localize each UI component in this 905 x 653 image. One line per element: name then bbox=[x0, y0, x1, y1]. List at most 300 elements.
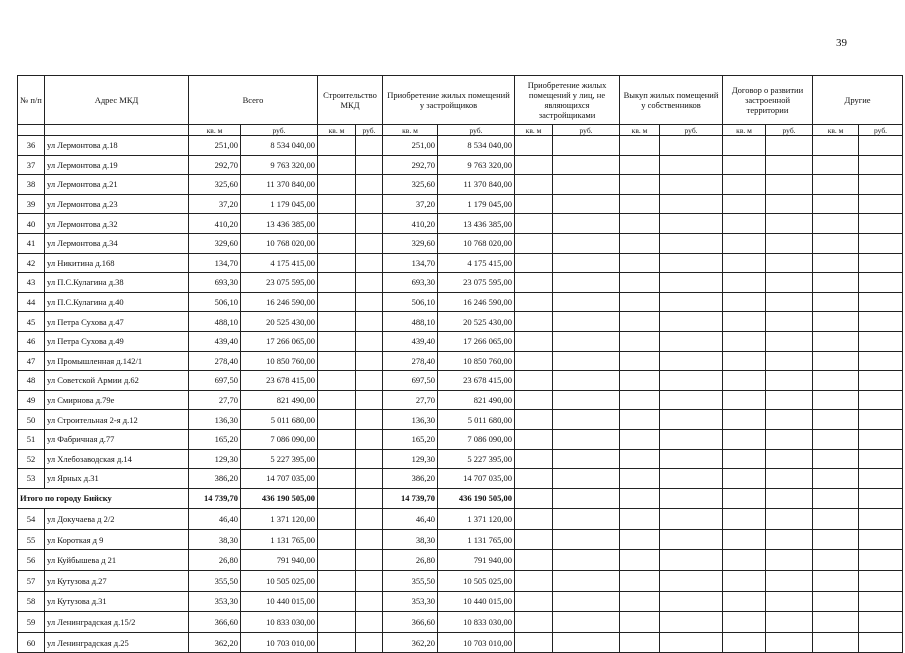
empty-cell bbox=[766, 194, 813, 214]
empty-cell bbox=[766, 488, 813, 509]
total-area: 129,30 bbox=[189, 449, 241, 469]
row-address: ул Лермонтова д.19 bbox=[45, 155, 189, 175]
total-cost: 791 940,00 bbox=[241, 550, 318, 571]
empty-cell bbox=[620, 429, 660, 449]
empty-cell bbox=[318, 331, 356, 351]
page-number: 39 bbox=[836, 37, 847, 49]
empty-cell bbox=[553, 529, 620, 550]
empty-cell bbox=[813, 469, 859, 489]
developer-cost: 14 707 035,00 bbox=[438, 469, 515, 489]
empty-cell bbox=[553, 371, 620, 391]
unit-sqm: кв. м bbox=[189, 125, 241, 136]
empty-cell bbox=[553, 253, 620, 273]
empty-cell bbox=[766, 351, 813, 371]
empty-cell bbox=[515, 233, 553, 253]
empty-cell bbox=[318, 175, 356, 195]
row-number: 36 bbox=[18, 136, 45, 156]
empty-cell bbox=[553, 488, 620, 509]
developer-cost: 436 190 505,00 bbox=[438, 488, 515, 509]
row-address: ул Кутузова д.31 bbox=[45, 591, 189, 612]
developer-cost: 13 436 385,00 bbox=[438, 214, 515, 234]
table-row bbox=[18, 612, 903, 633]
header-construction: Строительство МКД bbox=[318, 76, 383, 125]
empty-cell bbox=[515, 410, 553, 430]
unit-rub: руб. bbox=[660, 125, 723, 136]
header-total: Всего bbox=[189, 76, 318, 125]
empty-cell bbox=[515, 371, 553, 391]
empty-cell bbox=[813, 312, 859, 332]
empty-cell bbox=[723, 449, 766, 469]
unit-rub: руб. bbox=[241, 125, 318, 136]
empty-cell bbox=[515, 214, 553, 234]
total-cost: 4 175 415,00 bbox=[241, 253, 318, 273]
table-row bbox=[18, 312, 903, 332]
empty-cell bbox=[318, 273, 356, 293]
empty-cell bbox=[723, 233, 766, 253]
total-cost: 20 525 430,00 bbox=[241, 312, 318, 332]
empty-cell bbox=[620, 550, 660, 571]
total-area: 136,30 bbox=[189, 410, 241, 430]
total-cost: 9 763 320,00 bbox=[241, 155, 318, 175]
empty-cell bbox=[620, 351, 660, 371]
developer-cost: 23 678 415,00 bbox=[438, 371, 515, 391]
empty-cell bbox=[660, 253, 723, 273]
empty-cell bbox=[859, 351, 903, 371]
row-number: 49 bbox=[18, 390, 45, 410]
row-address: ул Промышленная д.142/1 bbox=[45, 351, 189, 371]
empty-cell bbox=[515, 292, 553, 312]
empty-cell bbox=[766, 469, 813, 489]
empty-cell bbox=[553, 469, 620, 489]
developer-cost: 821 490,00 bbox=[438, 390, 515, 410]
row-number: 46 bbox=[18, 331, 45, 351]
empty-cell bbox=[515, 509, 553, 530]
empty-cell bbox=[723, 429, 766, 449]
empty-cell bbox=[356, 390, 383, 410]
total-cost: 436 190 505,00 bbox=[241, 488, 318, 509]
empty-cell bbox=[356, 449, 383, 469]
developer-area: 14 739,70 bbox=[383, 488, 438, 509]
empty-cell bbox=[356, 591, 383, 612]
row-number: 48 bbox=[18, 371, 45, 391]
developer-area: 506,10 bbox=[383, 292, 438, 312]
total-cost: 5 011 680,00 bbox=[241, 410, 318, 430]
empty-cell bbox=[723, 591, 766, 612]
developer-area: 278,40 bbox=[383, 351, 438, 371]
empty-cell bbox=[813, 571, 859, 592]
empty-cell bbox=[318, 292, 356, 312]
empty-cell bbox=[620, 571, 660, 592]
empty-cell bbox=[515, 632, 553, 653]
empty-cell bbox=[515, 488, 553, 509]
empty-cell bbox=[356, 312, 383, 332]
empty-cell bbox=[660, 155, 723, 175]
empty-cell bbox=[356, 194, 383, 214]
developer-area: 439,40 bbox=[383, 331, 438, 351]
empty-cell bbox=[723, 550, 766, 571]
row-address: ул Докучаева д 2/2 bbox=[45, 509, 189, 530]
total-area: 292,70 bbox=[189, 155, 241, 175]
row-number: 56 bbox=[18, 550, 45, 571]
empty-cell bbox=[515, 571, 553, 592]
row-address: ул Кутузова д.27 bbox=[45, 571, 189, 592]
empty-cell bbox=[766, 292, 813, 312]
total-area: 329,60 bbox=[189, 233, 241, 253]
total-area: 386,20 bbox=[189, 469, 241, 489]
developer-area: 46,40 bbox=[383, 509, 438, 530]
empty-cell bbox=[813, 233, 859, 253]
empty-cell bbox=[813, 371, 859, 391]
empty-cell bbox=[859, 136, 903, 156]
total-area: 362,20 bbox=[189, 632, 241, 653]
empty-cell bbox=[859, 449, 903, 469]
empty-cell bbox=[859, 529, 903, 550]
empty-cell bbox=[356, 253, 383, 273]
empty-cell bbox=[553, 331, 620, 351]
empty-cell bbox=[318, 214, 356, 234]
developer-area: 355,50 bbox=[383, 571, 438, 592]
empty-cell bbox=[723, 175, 766, 195]
empty-cell bbox=[660, 351, 723, 371]
row-number: 53 bbox=[18, 469, 45, 489]
empty-cell bbox=[723, 351, 766, 371]
empty-cell bbox=[660, 312, 723, 332]
empty-cell bbox=[318, 550, 356, 571]
total-area: 26,80 bbox=[189, 550, 241, 571]
empty-cell bbox=[660, 571, 723, 592]
row-address: ул Петра Сухова д.49 bbox=[45, 331, 189, 351]
empty-cell bbox=[660, 390, 723, 410]
empty-cell bbox=[318, 509, 356, 530]
developer-cost: 10 833 030,00 bbox=[438, 612, 515, 633]
empty-cell bbox=[620, 292, 660, 312]
developer-area: 386,20 bbox=[383, 469, 438, 489]
empty-cell bbox=[356, 509, 383, 530]
empty-cell bbox=[515, 429, 553, 449]
empty-cell bbox=[620, 410, 660, 430]
total-cost: 10 850 760,00 bbox=[241, 351, 318, 371]
row-number: 43 bbox=[18, 273, 45, 293]
empty-cell bbox=[356, 488, 383, 509]
total-area: 506,10 bbox=[189, 292, 241, 312]
empty-cell bbox=[620, 214, 660, 234]
total-area: 134,70 bbox=[189, 253, 241, 273]
empty-cell bbox=[723, 371, 766, 391]
empty-cell bbox=[813, 550, 859, 571]
table-row bbox=[18, 292, 903, 312]
row-number: 39 bbox=[18, 194, 45, 214]
empty-cell bbox=[859, 509, 903, 530]
developer-area: 251,00 bbox=[383, 136, 438, 156]
total-area: 325,60 bbox=[189, 175, 241, 195]
empty-cell bbox=[356, 550, 383, 571]
unit-sqm: кв. м bbox=[515, 125, 553, 136]
empty-cell bbox=[318, 488, 356, 509]
header-address: Адрес МКД bbox=[45, 76, 189, 125]
total-area: 697,50 bbox=[189, 371, 241, 391]
empty-cell bbox=[620, 371, 660, 391]
empty-cell bbox=[723, 155, 766, 175]
empty-cell bbox=[660, 449, 723, 469]
empty-cell bbox=[553, 351, 620, 371]
unit-rub: руб. bbox=[553, 125, 620, 136]
total-cost: 8 534 040,00 bbox=[241, 136, 318, 156]
empty-cell bbox=[859, 591, 903, 612]
row-address: ул Петра Сухова д.47 bbox=[45, 312, 189, 332]
empty-cell bbox=[723, 571, 766, 592]
empty-cell bbox=[766, 233, 813, 253]
developer-cost: 4 175 415,00 bbox=[438, 253, 515, 273]
empty-cell bbox=[859, 371, 903, 391]
empty-cell bbox=[318, 390, 356, 410]
developer-area: 410,20 bbox=[383, 214, 438, 234]
empty-cell bbox=[318, 469, 356, 489]
empty-cell bbox=[553, 550, 620, 571]
empty-cell bbox=[620, 529, 660, 550]
empty-cell bbox=[515, 390, 553, 410]
empty-cell bbox=[318, 632, 356, 653]
row-address: ул Хлебозаводская д.14 bbox=[45, 449, 189, 469]
empty-cell bbox=[318, 449, 356, 469]
row-address: ул П.С.Кулагина д.38 bbox=[45, 273, 189, 293]
developer-area: 136,30 bbox=[383, 410, 438, 430]
empty-cell bbox=[813, 292, 859, 312]
empty-cell bbox=[620, 612, 660, 633]
empty-cell bbox=[660, 273, 723, 293]
empty-cell bbox=[356, 273, 383, 293]
empty-cell bbox=[356, 632, 383, 653]
empty-cell bbox=[766, 175, 813, 195]
empty-cell bbox=[813, 632, 859, 653]
total-cost: 17 266 065,00 bbox=[241, 331, 318, 351]
empty-cell bbox=[318, 529, 356, 550]
developer-area: 27,70 bbox=[383, 390, 438, 410]
row-number: 55 bbox=[18, 529, 45, 550]
total-cost: 23 678 415,00 bbox=[241, 371, 318, 391]
row-number: 51 bbox=[18, 429, 45, 449]
developer-area: 292,70 bbox=[383, 155, 438, 175]
empty-cell bbox=[553, 632, 620, 653]
empty-cell bbox=[766, 155, 813, 175]
row-number: 47 bbox=[18, 351, 45, 371]
empty-cell bbox=[356, 410, 383, 430]
row-number: 52 bbox=[18, 449, 45, 469]
empty-cell bbox=[318, 233, 356, 253]
empty-cell bbox=[620, 509, 660, 530]
empty-cell bbox=[766, 371, 813, 391]
empty-cell bbox=[515, 612, 553, 633]
total-area: 410,20 bbox=[189, 214, 241, 234]
empty-cell bbox=[318, 371, 356, 391]
empty-cell bbox=[813, 488, 859, 509]
header-other: Другие bbox=[813, 76, 903, 125]
developer-cost: 11 370 840,00 bbox=[438, 175, 515, 195]
empty-cell bbox=[620, 449, 660, 469]
total-cost: 16 246 590,00 bbox=[241, 292, 318, 312]
empty-cell bbox=[356, 331, 383, 351]
empty-cell bbox=[318, 351, 356, 371]
empty-cell bbox=[515, 155, 553, 175]
total-cost: 10 833 030,00 bbox=[241, 612, 318, 633]
empty-cell bbox=[723, 509, 766, 530]
table-row bbox=[18, 429, 903, 449]
empty-cell bbox=[859, 194, 903, 214]
empty-cell bbox=[859, 253, 903, 273]
empty-cell bbox=[356, 233, 383, 253]
empty-cell bbox=[553, 136, 620, 156]
unit-rub: руб. bbox=[766, 125, 813, 136]
empty-cell bbox=[723, 194, 766, 214]
table-row bbox=[18, 550, 903, 571]
developer-cost: 1 371 120,00 bbox=[438, 509, 515, 530]
empty-cell bbox=[515, 529, 553, 550]
total-cost: 23 075 595,00 bbox=[241, 273, 318, 293]
empty-cell bbox=[859, 233, 903, 253]
table-row bbox=[18, 371, 903, 391]
empty-cell bbox=[620, 390, 660, 410]
empty-cell bbox=[766, 571, 813, 592]
empty-cell bbox=[859, 155, 903, 175]
empty-cell bbox=[356, 292, 383, 312]
empty-cell bbox=[723, 331, 766, 351]
table-body bbox=[18, 136, 903, 653]
empty-cell bbox=[813, 449, 859, 469]
empty-cell bbox=[515, 351, 553, 371]
developer-area: 325,60 bbox=[383, 175, 438, 195]
empty-cell bbox=[766, 550, 813, 571]
row-address: ул Ярных д.31 bbox=[45, 469, 189, 489]
developer-area: 693,30 bbox=[383, 273, 438, 293]
table-row bbox=[18, 529, 903, 550]
empty-cell bbox=[660, 550, 723, 571]
empty-cell bbox=[813, 591, 859, 612]
developer-area: 353,30 bbox=[383, 591, 438, 612]
total-row bbox=[18, 488, 903, 509]
total-cost: 10 505 025,00 bbox=[241, 571, 318, 592]
empty-cell bbox=[660, 632, 723, 653]
table-row bbox=[18, 449, 903, 469]
empty-cell bbox=[620, 469, 660, 489]
empty-cell bbox=[813, 136, 859, 156]
row-number: 58 bbox=[18, 591, 45, 612]
table-row bbox=[18, 331, 903, 351]
empty-cell bbox=[515, 550, 553, 571]
row-number: 59 bbox=[18, 612, 45, 633]
empty-cell bbox=[723, 612, 766, 633]
row-number: 44 bbox=[18, 292, 45, 312]
header-buyout-owners: Выкуп жилых помещений у собственников bbox=[620, 76, 723, 125]
developer-cost: 9 763 320,00 bbox=[438, 155, 515, 175]
table-row bbox=[18, 571, 903, 592]
row-number: 40 bbox=[18, 214, 45, 234]
empty-cell bbox=[660, 136, 723, 156]
empty-cell bbox=[620, 175, 660, 195]
total-area: 165,20 bbox=[189, 429, 241, 449]
units-row bbox=[18, 125, 903, 136]
empty-cell bbox=[356, 612, 383, 633]
header-num: № п/п bbox=[18, 76, 45, 125]
empty-cell bbox=[515, 449, 553, 469]
empty-cell bbox=[660, 529, 723, 550]
empty-cell bbox=[766, 312, 813, 332]
empty-cell bbox=[813, 155, 859, 175]
row-number: 54 bbox=[18, 509, 45, 530]
empty-cell bbox=[766, 253, 813, 273]
total-area: 14 739,70 bbox=[189, 488, 241, 509]
empty-cell bbox=[660, 194, 723, 214]
empty-cell bbox=[620, 488, 660, 509]
empty-cell bbox=[356, 214, 383, 234]
developer-area: 366,60 bbox=[383, 612, 438, 633]
empty-cell bbox=[723, 292, 766, 312]
empty-cell bbox=[766, 214, 813, 234]
empty-cell bbox=[859, 612, 903, 633]
row-number: 37 bbox=[18, 155, 45, 175]
developer-area: 129,30 bbox=[383, 449, 438, 469]
empty-cell bbox=[813, 331, 859, 351]
row-address: ул Лермонтова д.21 bbox=[45, 175, 189, 195]
empty-cell bbox=[660, 429, 723, 449]
developer-cost: 10 768 020,00 bbox=[438, 233, 515, 253]
empty-cell bbox=[766, 331, 813, 351]
empty-cell bbox=[723, 214, 766, 234]
empty-cell bbox=[660, 371, 723, 391]
total-area: 27,70 bbox=[189, 390, 241, 410]
empty-cell bbox=[813, 509, 859, 530]
empty-cell bbox=[515, 591, 553, 612]
empty-cell bbox=[515, 331, 553, 351]
empty-cell bbox=[553, 429, 620, 449]
empty-cell bbox=[859, 312, 903, 332]
empty-cell bbox=[318, 410, 356, 430]
empty-cell bbox=[620, 136, 660, 156]
empty-cell bbox=[859, 273, 903, 293]
empty-cell bbox=[766, 591, 813, 612]
developer-area: 165,20 bbox=[383, 429, 438, 449]
developer-cost: 5 227 395,00 bbox=[438, 449, 515, 469]
empty-cell bbox=[859, 488, 903, 509]
unit-sqm: кв. м bbox=[813, 125, 859, 136]
table-row bbox=[18, 632, 903, 653]
row-address: ул Лермонтова д.34 bbox=[45, 233, 189, 253]
header-acquisition-non-developers: Приобретение жилых помещений у лиц, не являющихся застройщиками bbox=[515, 76, 620, 125]
empty-cell bbox=[356, 371, 383, 391]
table-row bbox=[18, 214, 903, 234]
total-cost: 10 768 020,00 bbox=[241, 233, 318, 253]
empty-cell bbox=[723, 632, 766, 653]
empty-cell bbox=[553, 175, 620, 195]
empty-cell bbox=[813, 410, 859, 430]
empty-cell bbox=[356, 529, 383, 550]
empty-cell bbox=[723, 469, 766, 489]
unit-sqm: кв. м bbox=[723, 125, 766, 136]
developer-area: 697,50 bbox=[383, 371, 438, 391]
developer-area: 488,10 bbox=[383, 312, 438, 332]
developer-area: 26,80 bbox=[383, 550, 438, 571]
developer-cost: 23 075 595,00 bbox=[438, 273, 515, 293]
total-area: 37,20 bbox=[189, 194, 241, 214]
row-address: ул Лермонтова д.32 bbox=[45, 214, 189, 234]
developer-cost: 7 086 090,00 bbox=[438, 429, 515, 449]
empty-cell bbox=[356, 136, 383, 156]
row-address: ул Фабричная д.77 bbox=[45, 429, 189, 449]
table-row bbox=[18, 155, 903, 175]
empty-cell bbox=[766, 136, 813, 156]
unit-rub: руб. bbox=[438, 125, 515, 136]
empty-cell bbox=[859, 429, 903, 449]
housing-register-table bbox=[17, 75, 903, 653]
empty-cell bbox=[620, 253, 660, 273]
